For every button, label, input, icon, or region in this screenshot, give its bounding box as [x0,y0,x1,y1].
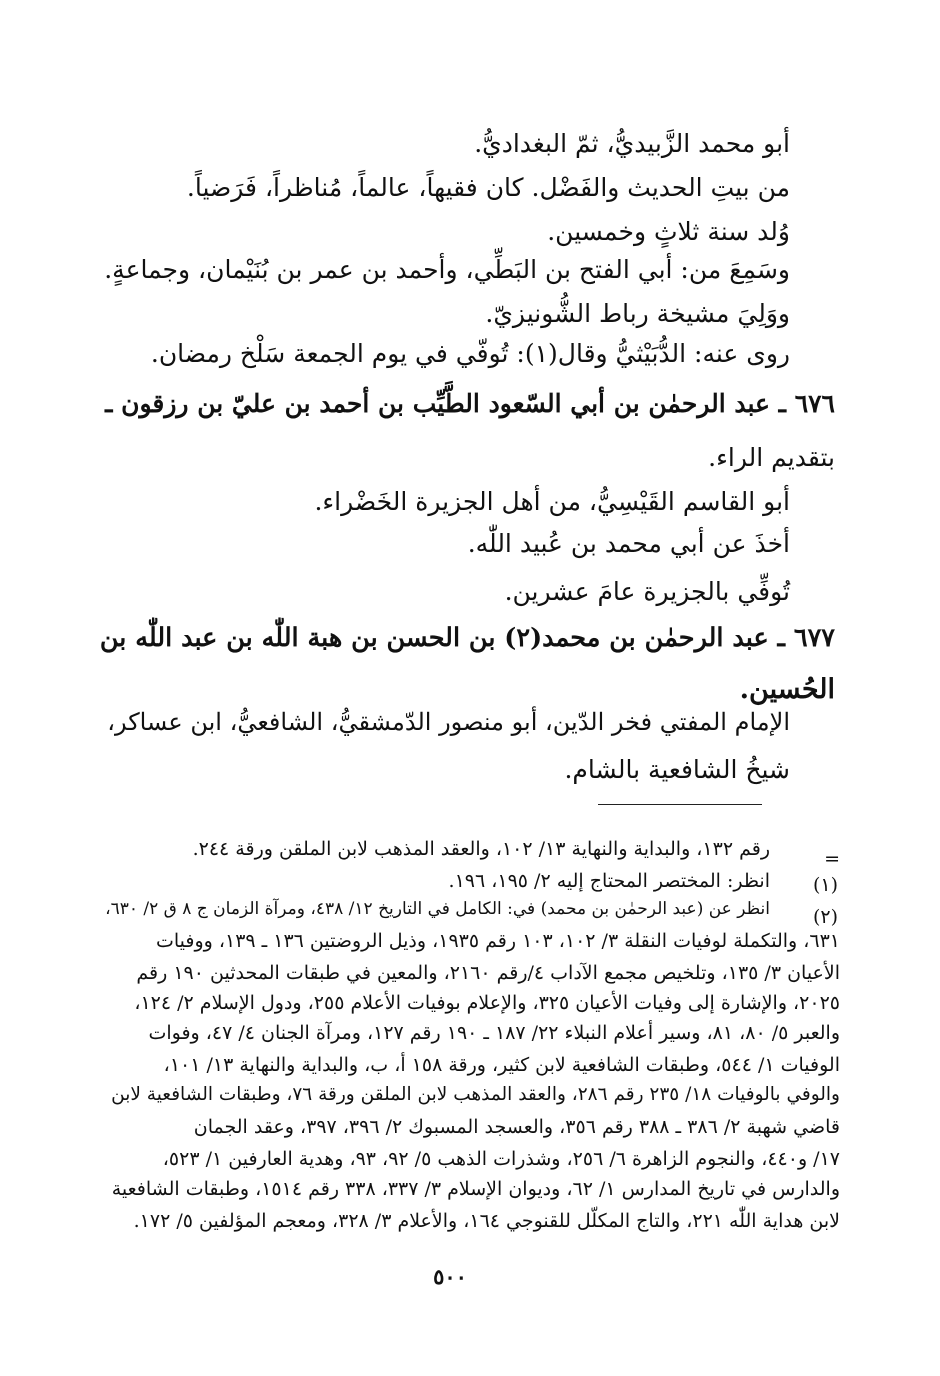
footnote-2-line: لابن هداية اللّٰه ٢٢١، والتاج المكلّل للقنوجي ١٦٤، والأعلام ٣/ ٣٢٨، ومعجم المؤلفين ٥/ ١٧٢. [133,1210,840,1232]
entry-676-line-3: تُوفِّي بالجزيرة عامَ عشرين. [504,577,790,606]
entry-676-line-2: أخذَ عن أبي محمد بن عُبيد اللّٰه. [467,529,790,558]
footnote-2-line: والعبر ٥/ ٨٠، ٨١، وسير أعلام النبلاء ٢٢/ ١٨٧ ـ ١٩٠ رقم ١٢٧، ومرآة الجنان ٤/ ٤٧، وفوات [148,1022,840,1044]
footnote-2-line: ٦٣١، والتكملة لوفيات النقلة ٣/ ١٠٢، ١٠٣ رقم ١٩٣٥، وذيل الروضتين ١٣٦ ـ ١٣٩، ووفيات [155,930,840,952]
footnote-2-line: الأعيان ٣/ ١٣٥، وتلخيص مجمع الآداب ٤/رقم ٢١٦٠، والمعين في طبقات المحدثين ١٩٠ رقم [136,962,840,984]
text-line-2: من بيتِ الحديث والفَضْل. كان فقيهاً، عالماً، مُناظراً، فَرَضياً. [186,173,790,202]
entry-677-line-1: الإمام المفتي فخر الدّين، أبو منصور الدّمشقيُّ، الشافعيُّ، ابن عساكر، [107,708,790,736]
page-number: ٥٠٠ [433,1264,467,1289]
entry-676-line-1: أبو القاسم القَيْسِيُّ، من أهل الجزيرة الخَضْراء. [314,487,790,516]
footnote-2-line: الوفيات ١/ ٥٤٤، وطبقات الشافعية لابن كثير، ورقة ١٥٨ أ، ب، والبداية والنهاية ١٣/ ١٠١، [163,1054,840,1076]
footnote-divider [598,804,762,805]
entry-677-heading: ٦٧٧ ـ عبد الرحمٰن بن محمد(٢) بن الحسن بن هبة اللّٰه بن عبد اللّٰه بن [99,623,835,653]
text-line-6: روى عنه: الدُّبَيْثيُّ وقال(١): تُوفّي في يوم الجمعة سَلْخ رمضان. [150,339,790,368]
text-line-5: ووَلِيَ مشيخة رباط الشُّونيزيّ. [485,299,790,328]
text-line-3: وُلد سنة ثلاثٍ وخمسين. [547,217,790,246]
footnote-2-line: ١٧/ و٤٤٠، والنجوم الزاهرة ٦/ ٢٥٦، وشذرات الذهب ٥/ ٩٢، ٩٣، وهدية العارفين ١/ ٥٢٣، [162,1148,840,1170]
footnote-continuation: رقم ١٣٢، والبداية والنهاية ١٣/ ١٠٢، والعقد المذهب لابن الملقن ورقة ٢٤٤. [192,838,770,860]
footnote-continuation-mark: = [824,848,840,870]
footnote-2-line: والوفي بالوفيات ١٨/ ٢٣٥ رقم ٢٨٦، والعقد المذهب لابن الملقن ورقة ٧٦، وطبقات الشافعية لابن [111,1084,840,1105]
entry-677-line-2: شيخُ الشافعية بالشام. [564,755,790,784]
footnote-1-text: انظر: المختصر المحتاج إليه ٢/ ١٩٥، ١٩٦. [448,870,770,892]
footnote-2-line: ٢٠٢٥، والإشارة إلى وفيات الأعيان ٣٢٥، والإعلام بوفيات الأعلام ٢٥٥، ودول الإسلام ٢/ ١٢٤، [134,992,840,1014]
footnote-2-line: انظر عن (عبد الرحمٰن بن محمد) في: الكامل في التاريخ ١٢/ ٤٣٨، ومرآة الزمان ج ٨ ق ٢/ ٦٣٠، [105,899,770,919]
entry-677-heading-cont: الحُسين. [739,674,835,705]
text-line-4: وسَمِعَ من: أبي الفتح بن البَطِّي، وأحمد بن عمر بن بُنَيْمان، وجماعةٍ. [104,255,790,284]
footnote-2-mark: (٢) [812,906,838,928]
entry-676-heading-cont: بتقديم الراء. [708,443,835,472]
footnote-2-line: قاضي شهبة ٢/ ٣٨٦ ـ ٣٨٨ رقم ٣٥٦، والعسجد المسبوك ٢/ ٣٩٦، ٣٩٧، وعقد الجمان [193,1116,840,1138]
footnote-1-mark: (١) [812,874,838,896]
entry-676-heading: ٦٧٦ ـ عبد الرحمٰن بن أبي السّعود الطَّيِّب بن أحمد بن عليّ بن رزقون ـ [105,389,835,418]
text-line-1: أبو محمد الزَّبيديُّ، ثمّ البغداديُّ. [474,129,790,158]
footnote-2-line: والدارس في تاريخ المدارس ١/ ٦٢، وديوان الإسلام ٣/ ٣٣٧، ٣٣٨ رقم ١٥١٤، وطبقات الشافعية [111,1178,840,1200]
